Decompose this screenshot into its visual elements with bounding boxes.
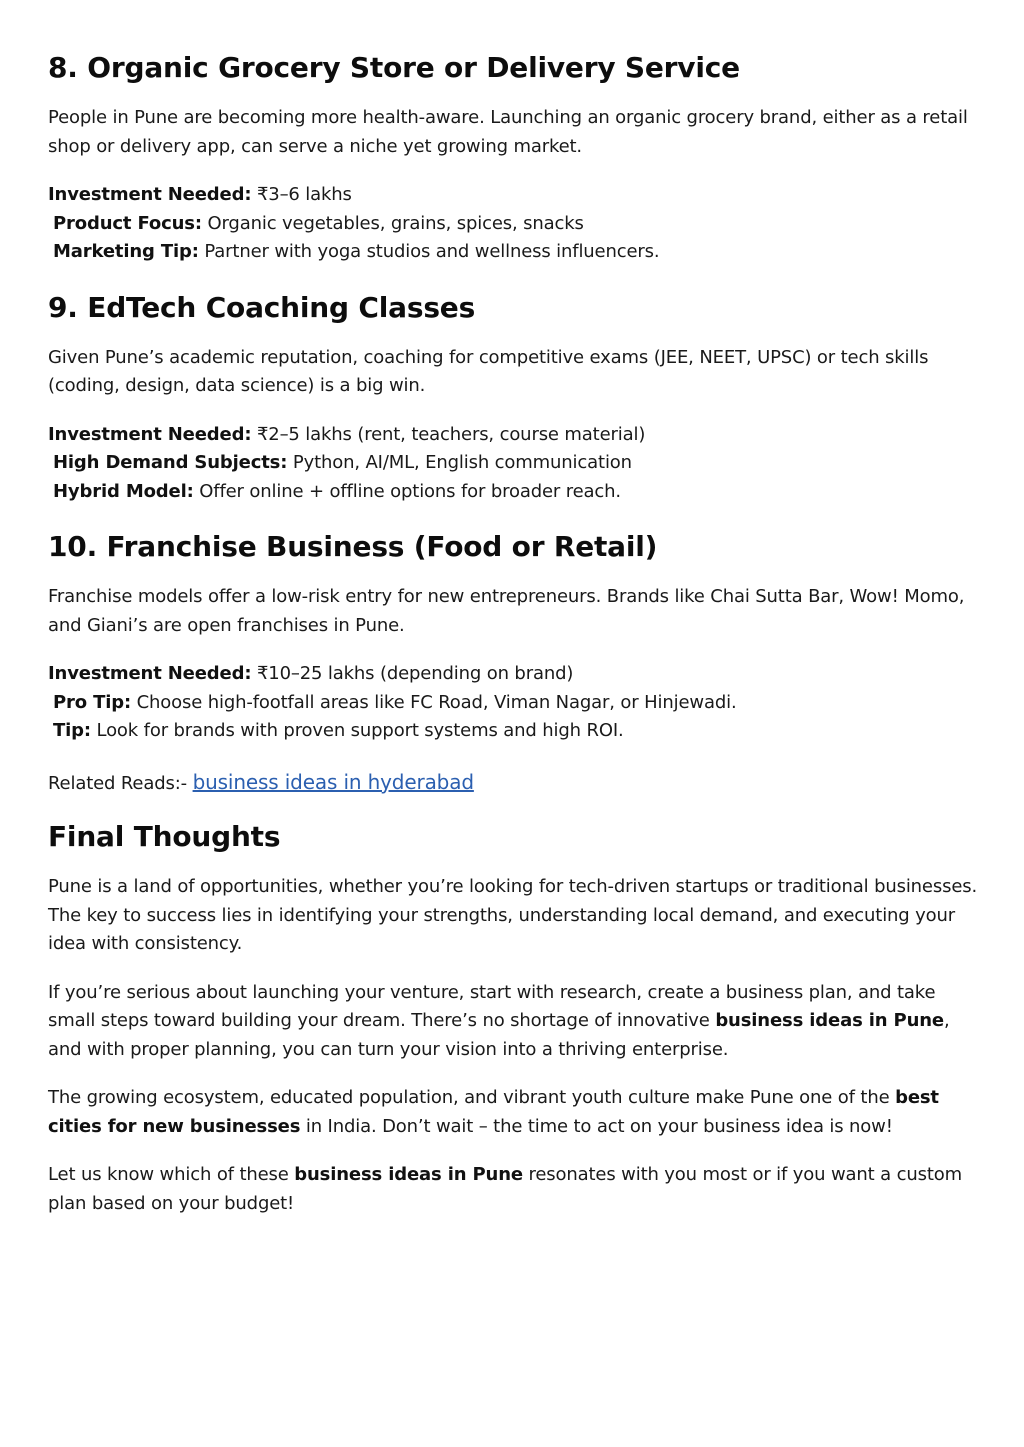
- final-paragraph-1: Pune is a land of opportunities, whether you’re looking for tech-driven startups or traditional businesses. The key to success lies in identifying your strengths, understanding local demand, and executing your idea with consistency.: [48, 876, 978, 954]
- article-body: [48, 0, 983, 1218]
- facts-list-10: [48, 660, 983, 746]
- final-thoughts-heading: Final Thoughts: [48, 820, 281, 853]
- facts-list-8: [48, 181, 983, 267]
- fact-product-focus: Product Focus: Organic vegetables, grains, spices, snacks: [53, 212, 584, 234]
- section-intro-10: Franchise models offer a low-risk entry for new entrepreneurs. Brands like Chai Sutta Bar, Wow! Momo, and Giani’s are open franchises in Pune.: [48, 586, 965, 636]
- fact-tip: Tip: Look for brands with proven support systems and high ROI.: [53, 720, 624, 741]
- section-heading-9: 9. EdTech Coaching Classes: [48, 290, 476, 324]
- fact-pro-tip: Pro Tip: Choose high-footfall areas like FC Road, Viman Nagar, or Hinjewadi.: [53, 691, 737, 713]
- final-paragraph-3: The growing ecosystem, educated population, and vibrant youth culture make Pune one of the best cities for new businesses in India. Don’t wait – the time to act on your business idea is now!: [48, 1087, 939, 1137]
- fact-high-demand-subjects: High Demand Subjects: Python, AI/ML, English communication: [53, 452, 632, 473]
- section-heading-10: 10. Franchise Business (Food or Retail): [48, 530, 658, 563]
- related-reads: [48, 768, 983, 799]
- fact-hybrid-model: Hybrid Model: Offer online + offline options for broader reach.: [53, 480, 621, 502]
- facts-list-9: [48, 421, 983, 507]
- related-reads-link[interactable]: business ideas in hyderabad: [192, 769, 474, 794]
- fact-investment: Investment Needed: ₹3–6 lakhs: [48, 184, 352, 205]
- final-paragraph-2: If you’re serious about launching your venture, start with research, create a business plan, and take small steps toward building your dream. There’s no shortage of innovative business ideas in Pune, and with proper planning, you can turn your vision into a thriving enterprise.: [48, 981, 950, 1060]
- section-intro-9: Given Pune’s academic reputation, coaching for competitive exams (JEE, NEET, UPSC) or tech skills (coding, design, data science) is a big win.: [48, 346, 929, 396]
- fact-investment: Investment Needed: ₹10–25 lakhs (depending on brand): [48, 663, 574, 684]
- final-paragraph-4: Let us know which of these business ideas in Pune resonates with you most or if you want a custom plan based on your budget!: [48, 1164, 962, 1214]
- fact-marketing-tip: Marketing Tip: Partner with yoga studios and wellness influencers.: [53, 241, 660, 262]
- section-intro-8: People in Pune are becoming more health-aware. Launching an organic grocery brand, either as a retail shop or delivery app, can serve a niche yet growing market.: [48, 107, 968, 157]
- section-heading-8: 8. Organic Grocery Store or Delivery Service: [48, 51, 740, 84]
- related-reads-prefix: Related Reads:-: [48, 772, 193, 794]
- fact-investment: Investment Needed: ₹2–5 lakhs (rent, teachers, course material): [48, 423, 646, 445]
